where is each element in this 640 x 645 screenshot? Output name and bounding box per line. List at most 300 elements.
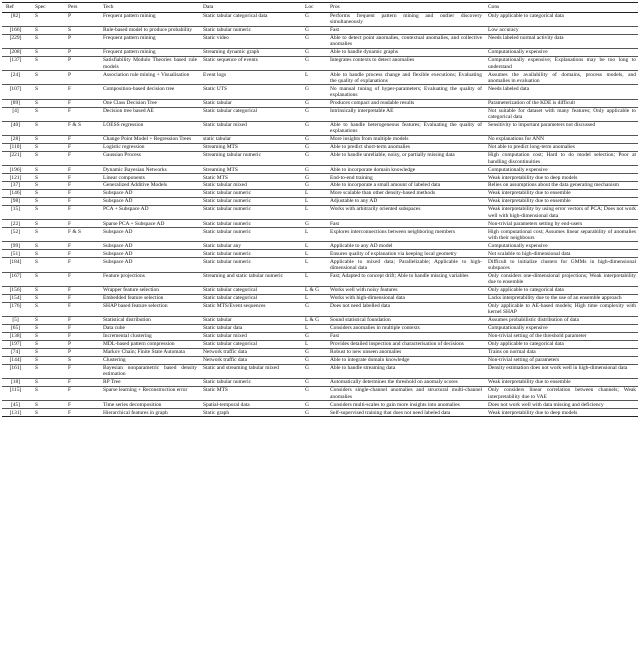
cell-pers: F — [64, 386, 99, 400]
cell-pers: F — [64, 286, 99, 294]
cell-tech: Dynamic Bayesian Networks — [99, 166, 199, 174]
cell-tech: PCA + Subspace AD — [99, 206, 199, 220]
cell-loc: G — [301, 34, 326, 48]
table-row — [2, 71, 638, 85]
cell-cons: Difficult to initialize clusters for GMMs in high-dimensional subspaces — [484, 258, 638, 272]
header-cons: Cons — [484, 3, 638, 13]
cell-cons: Computationally expensive — [484, 242, 638, 250]
cell-ref: [40] — [2, 121, 31, 135]
cell-data: Static tabular — [199, 316, 301, 324]
cell-data: Static tabular categorical — [199, 107, 301, 121]
cell-pros: Works with high-dimensional data — [326, 294, 484, 302]
table-row — [2, 49, 638, 57]
cell-pros: Able to detect point anomalies, contextual anomalies, and collective anomalies — [326, 34, 484, 48]
table-row — [2, 12, 638, 26]
cell-cons: No explanations for ANN — [484, 135, 638, 143]
cell-pers: P — [64, 348, 99, 356]
table-row — [2, 151, 638, 165]
header-ref: Ref — [2, 3, 31, 13]
cell-cons: Density estimation does not work well in high-dimensional data — [484, 364, 638, 378]
cell-cons: Not scalable to high-dimensional data — [484, 250, 638, 258]
cell-pers: F — [64, 272, 99, 286]
table-row — [2, 356, 638, 364]
cell-loc: G — [301, 166, 326, 174]
cell-pros: Considers anomalies in multiple contexts — [326, 324, 484, 332]
cell-cons: Weak interpretability due to ensemble — [484, 379, 638, 387]
cell-spec: S — [31, 49, 64, 57]
cell-data: Streaming and static tabular numeric — [199, 272, 301, 286]
cell-tech: Association rule mining + Visualisation — [99, 71, 199, 85]
header-data: Data — [199, 3, 301, 13]
table-row — [2, 272, 638, 286]
table-row — [2, 99, 638, 107]
cell-pros: Fast — [326, 332, 484, 340]
cell-pers: F — [64, 151, 99, 165]
cell-data: Static tabular categorical — [199, 340, 301, 348]
cell-tech: Sparse PCA + Subspace AD — [99, 220, 199, 228]
cell-data: Static graph — [199, 409, 301, 417]
cell-spec: S — [31, 332, 64, 340]
cell-data: Static tabular numeric — [199, 379, 301, 387]
cell-data: Static video — [199, 34, 301, 48]
cell-pers: F — [64, 135, 99, 143]
cell-pros: Works with arbitrarily oriented subspaces — [326, 206, 484, 220]
cell-pers: P — [64, 12, 99, 26]
cell-pers: F — [64, 220, 99, 228]
table-row — [2, 34, 638, 48]
header-pros: Pros — [326, 3, 484, 13]
table-row — [2, 135, 638, 143]
cell-tech: Frequent pattern mining — [99, 12, 199, 26]
cell-spec: S — [31, 250, 64, 258]
cell-loc: L & G — [301, 286, 326, 294]
cell-tech: Markov Chain; Finite State Automata — [99, 348, 199, 356]
cell-pros: Ensures quality of explanation via keeping local geometry — [326, 250, 484, 258]
xai-anomaly-detection-table — [2, 2, 638, 417]
cell-spec: S — [31, 57, 64, 71]
cell-spec: S — [31, 206, 64, 220]
table-row — [2, 198, 638, 206]
header-tech: Tech — [99, 3, 199, 13]
cell-spec: S — [31, 348, 64, 356]
cell-spec: S — [31, 340, 64, 348]
cell-ref: [115] — [2, 386, 31, 400]
cell-cons: Only considers linear correlation between channels; Weak interpretability due to VAE — [484, 386, 638, 400]
cell-pros: End-to-end training — [326, 174, 484, 182]
cell-loc: G — [301, 174, 326, 182]
cell-cons: Not suitable for dataset with many features; Only applicable to categorical data — [484, 107, 638, 121]
cell-cons: Needs labeled normal activity data — [484, 34, 638, 48]
header-pers: Pers — [64, 3, 99, 13]
cell-pros: Able to incorporate domain knowledge — [326, 166, 484, 174]
cell-ref: [176] — [2, 302, 31, 316]
cell-data: Static tabular numeric — [199, 228, 301, 242]
cell-tech: Subspace AD — [99, 198, 199, 206]
cell-spec: S — [31, 228, 64, 242]
table-row — [2, 85, 638, 99]
cell-pros: Performs frequent pattern mining and outlier discovery simultaneously — [326, 12, 484, 26]
cell-pros: Fast; Adapted to concept drift; Able to handle missing variables — [326, 272, 484, 286]
cell-cons: Weak interpretability due to ensemble — [484, 198, 638, 206]
cell-pros: Self-supervised training that does not need labeled data — [326, 409, 484, 417]
cell-cons: Sensitivity to important parameters not discussed — [484, 121, 638, 135]
cell-data: Static tabular numeric — [199, 190, 301, 198]
cell-loc: G — [301, 409, 326, 417]
cell-spec: S — [31, 182, 64, 190]
cell-spec: S — [31, 324, 64, 332]
table-row — [2, 340, 638, 348]
cell-data: Static tabular data — [199, 324, 301, 332]
cell-ref: [28] — [2, 135, 31, 143]
cell-tech: Feature projections — [99, 272, 199, 286]
table-row — [2, 182, 638, 190]
table-row — [2, 386, 638, 400]
cell-data: Network traffic data — [199, 356, 301, 364]
cell-ref: [74] — [2, 348, 31, 356]
table-row — [2, 107, 638, 121]
cell-ref: [137] — [2, 57, 31, 71]
cell-loc: L — [301, 294, 326, 302]
cell-ref: [18] — [2, 379, 31, 387]
cell-loc: L — [301, 190, 326, 198]
table-body — [2, 12, 638, 416]
table-row — [2, 242, 638, 250]
cell-pers: P — [64, 340, 99, 348]
table-row — [2, 294, 638, 302]
table-row — [2, 57, 638, 71]
cell-pros: Able to integrate domain knowledge — [326, 356, 484, 364]
cell-pros: Produces compact and readable results — [326, 99, 484, 107]
cell-pros: Considers single-channel anomalies and structural multi-channel anomalies — [326, 386, 484, 400]
cell-tech: SHAP based feature selection — [99, 302, 199, 316]
cell-ref: [15] — [2, 206, 31, 220]
cell-tech: Frequent pattern mining — [99, 49, 199, 57]
cell-ref: [110] — [2, 143, 31, 151]
cell-tech: Wrapper feature selection — [99, 286, 199, 294]
table-row — [2, 409, 638, 417]
cell-loc: L & G — [301, 316, 326, 324]
cell-data: Static tabular numeric — [199, 198, 301, 206]
cell-pros: Applicable to any AD model — [326, 242, 484, 250]
cell-tech: Satisfiability Modulo Theories based rule models — [99, 57, 199, 71]
cell-pros: Intrinsically interpretable AE — [326, 107, 484, 121]
cell-tech: Subspace AD — [99, 228, 199, 242]
cell-pros: Fast — [326, 26, 484, 34]
cell-pers: F — [64, 379, 99, 387]
table-row — [2, 166, 638, 174]
cell-data: Streaming dynamic graph — [199, 49, 301, 57]
cell-pros: Does not need labelled data — [326, 302, 484, 316]
cell-loc: L — [301, 340, 326, 348]
cell-tech: Gaussian Process — [99, 151, 199, 165]
cell-pers: F — [64, 332, 99, 340]
cell-pros: Works well with noisy features — [326, 286, 484, 294]
cell-pers: F — [64, 242, 99, 250]
cell-pros: Able to predict short-term anomalies — [326, 143, 484, 151]
cell-tech: Subspace AD — [99, 190, 199, 198]
cell-pros: More insights from multiple models — [326, 135, 484, 143]
cell-pros: Applicable to mixed data; Parallelizable; Applicable to high-dimensional data — [326, 258, 484, 272]
cell-tech: Rule-based model to produce probability — [99, 26, 199, 34]
cell-tech: Incremental clustering — [99, 332, 199, 340]
cell-tech: Composition-based decision tree — [99, 85, 199, 99]
cell-spec: S — [31, 198, 64, 206]
cell-ref: [138] — [2, 332, 31, 340]
cell-pros: Provides detailed inspection and characterisation of decisions — [326, 340, 484, 348]
table-row — [2, 324, 638, 332]
cell-spec: S — [31, 401, 64, 409]
cell-ref: [99] — [2, 242, 31, 250]
table-row — [2, 220, 638, 228]
cell-spec: S — [31, 286, 64, 294]
table-row — [2, 121, 638, 135]
cell-spec: S — [31, 302, 64, 316]
cell-ref: [184] — [2, 258, 31, 272]
cell-cons: Computationally expensive — [484, 166, 638, 174]
cell-ref: [144] — [2, 356, 31, 364]
table-row — [2, 348, 638, 356]
cell-loc: G — [301, 99, 326, 107]
cell-data: Static tabular categorical — [199, 294, 301, 302]
cell-data: Static tabular numeric — [199, 220, 301, 228]
cell-cons: Weak interpretability by using error vectors of PCA; Does not work well with high-dimensional data — [484, 206, 638, 220]
cell-data: Static tabular categorical — [199, 286, 301, 294]
cell-loc: G — [301, 220, 326, 228]
cell-ref: [65] — [2, 324, 31, 332]
cell-loc: G — [301, 386, 326, 400]
cell-data: Static tabular numeric — [199, 258, 301, 272]
cell-loc: L — [301, 228, 326, 242]
cell-loc: G — [301, 135, 326, 143]
header-row — [2, 3, 638, 13]
cell-spec: S — [31, 242, 64, 250]
cell-tech: Subspace AD — [99, 250, 199, 258]
cell-spec: S — [31, 121, 64, 135]
cell-cons: Only applicable to categorical data — [484, 286, 638, 294]
cell-tech: Sparse learning + Reconstruction error — [99, 386, 199, 400]
cell-spec: S — [31, 364, 64, 378]
cell-loc: G — [301, 379, 326, 387]
table-row — [2, 26, 638, 34]
cell-spec: S — [31, 26, 64, 34]
cell-cons: Computationally expensive — [484, 324, 638, 332]
cell-pers: F — [64, 294, 99, 302]
cell-tech: Clustering — [99, 356, 199, 364]
table-row — [2, 316, 638, 324]
cell-tech: Linear components — [99, 174, 199, 182]
cell-pros: Adjustable to any AD — [326, 198, 484, 206]
cell-loc: G — [301, 151, 326, 165]
cell-cons: Computationally expensive; Explanations may be too long to understand — [484, 57, 638, 71]
table-row — [2, 302, 638, 316]
cell-ref: [121] — [2, 174, 31, 182]
cell-cons: Parameterization of the KDE is difficult — [484, 99, 638, 107]
cell-spec: S — [31, 220, 64, 228]
cell-ref: [52] — [2, 228, 31, 242]
cell-spec: S — [31, 272, 64, 286]
cell-ref: [166] — [2, 26, 31, 34]
cell-loc: G — [301, 302, 326, 316]
cell-tech: Logistic regression — [99, 143, 199, 151]
cell-tech: Data cube — [99, 324, 199, 332]
cell-loc: G — [301, 107, 326, 121]
cell-spec: S — [31, 409, 64, 417]
cell-pros: Able to handle process change and flexible executions; Evaluating the quality of explanations — [326, 71, 484, 85]
cell-data: Static MTS — [199, 174, 301, 182]
table-row — [2, 190, 638, 198]
cell-spec: S — [31, 143, 64, 151]
cell-pros: Considers multi-scales to gain more insights into anomalies — [326, 401, 484, 409]
cell-pers: F — [64, 258, 99, 272]
cell-data: Streaming MTS — [199, 143, 301, 151]
cell-spec: S — [31, 107, 64, 121]
cell-pers: F — [64, 198, 99, 206]
cell-ref: [45] — [2, 401, 31, 409]
cell-cons: Relies on assumptions about the data generating mechanism — [484, 182, 638, 190]
table-row — [2, 206, 638, 220]
cell-pers: F — [64, 364, 99, 378]
cell-spec: S — [31, 174, 64, 182]
cell-pers: F — [64, 190, 99, 198]
cell-loc: G — [301, 143, 326, 151]
cell-spec: S — [31, 135, 64, 143]
cell-tech: RP Tree — [99, 379, 199, 387]
cell-loc: L — [301, 324, 326, 332]
cell-pers: F — [64, 206, 99, 220]
table-row — [2, 143, 638, 151]
cell-pers: F — [64, 107, 99, 121]
cell-loc: G — [301, 182, 326, 190]
table-row — [2, 228, 638, 242]
cell-pers: S — [64, 356, 99, 364]
cell-data: Static MTS — [199, 386, 301, 400]
cell-pros: Sound statistical foundation — [326, 316, 484, 324]
cell-cons: Assumes the availability of domains, process models, and anomalies in evaluation — [484, 71, 638, 85]
cell-ref: [82] — [2, 12, 31, 26]
cell-tech: Bayesian nonparametric based density estimation — [99, 364, 199, 378]
cell-pers: F — [64, 143, 99, 151]
cell-cons: Needs labeled data — [484, 85, 638, 99]
table-row — [2, 286, 638, 294]
cell-cons: Lacks interpretability due to the use of an ensemble approach — [484, 294, 638, 302]
cell-data: Static UTS — [199, 85, 301, 99]
cell-cons: Weak interpretability due to ensemble — [484, 190, 638, 198]
cell-spec: S — [31, 386, 64, 400]
cell-data: Static sequence of events — [199, 57, 301, 71]
cell-data: static tabular — [199, 135, 301, 143]
cell-ref: [22] — [2, 220, 31, 228]
cell-ref: [146] — [2, 190, 31, 198]
cell-pers: F — [64, 99, 99, 107]
cell-ref: [4] — [2, 107, 31, 121]
cell-pers: F — [64, 302, 99, 316]
cell-tech: One Class Decision Tree — [99, 99, 199, 107]
cell-loc: G — [301, 364, 326, 378]
cell-pers: F — [64, 85, 99, 99]
cell-spec: S — [31, 316, 64, 324]
cell-loc: L — [301, 71, 326, 85]
header-spec: Spec — [31, 3, 64, 13]
cell-ref: [131] — [2, 409, 31, 417]
cell-cons: Low accuracy — [484, 26, 638, 34]
cell-pers: S — [64, 26, 99, 34]
cell-cons: Only applicable to categorical data — [484, 340, 638, 348]
cell-ref: [51] — [2, 250, 31, 258]
cell-data: Network traffic data — [199, 348, 301, 356]
cell-data: Static tabular mixed — [199, 332, 301, 340]
cell-data: Spatial-temporal data — [199, 401, 301, 409]
cell-tech: Embedded feature selection — [99, 294, 199, 302]
table-row — [2, 401, 638, 409]
cell-spec: S — [31, 71, 64, 85]
cell-ref: [98] — [2, 198, 31, 206]
cell-loc: G — [301, 332, 326, 340]
cell-data: Event logs — [199, 71, 301, 85]
cell-pros: Able to handle heterogeneous features; Evaluating the quality of explanations — [326, 121, 484, 135]
cell-cons: Non-trivial parameters setting by end-users — [484, 220, 638, 228]
cell-loc: L — [301, 250, 326, 258]
cell-loc: G — [301, 348, 326, 356]
cell-pers: F — [64, 316, 99, 324]
cell-loc: G — [301, 401, 326, 409]
cell-cons: Not able to predict long-term anomalies — [484, 143, 638, 151]
cell-data: Static MTS/Event sequences — [199, 302, 301, 316]
cell-cons: Non-trivial setting of the threshold parameter — [484, 332, 638, 340]
header-loc: Loc — [301, 3, 326, 13]
table-row — [2, 258, 638, 272]
cell-data: Static tabular mixed — [199, 121, 301, 135]
cell-tech: Time series decomposition — [99, 401, 199, 409]
cell-loc: L — [301, 198, 326, 206]
cell-pros: Explores interconnections between neighboring members — [326, 228, 484, 242]
cell-data: Static tabular categorical data — [199, 12, 301, 26]
cell-spec: S — [31, 12, 64, 26]
cell-data: Static tabular mixed — [199, 182, 301, 190]
cell-pers: P — [64, 71, 99, 85]
cell-pers: F — [64, 166, 99, 174]
cell-spec: S — [31, 294, 64, 302]
cell-spec: S — [31, 356, 64, 364]
cell-data: Static tabular numeric — [199, 250, 301, 258]
cell-pros: Automatically determines the threshold on anomaly scores — [326, 379, 484, 387]
cell-data: Streaming tabular numeric — [199, 151, 301, 165]
cell-tech: Change Point Model + Regression Trees — [99, 135, 199, 143]
cell-spec: S — [31, 151, 64, 165]
cell-tech: LOESS regression — [99, 121, 199, 135]
cell-ref: [89] — [2, 99, 31, 107]
cell-pers: F — [64, 401, 99, 409]
survey-table-container — [2, 2, 638, 417]
cell-cons: Weak interpretability due to deep models — [484, 174, 638, 182]
cell-pros: Able to handle streaming data — [326, 364, 484, 378]
cell-pros: No manual tuning of hyper-parameters; Evaluating the quality of explanations — [326, 85, 484, 99]
cell-ref: [197] — [2, 340, 31, 348]
cell-pers: P — [64, 49, 99, 57]
cell-tech: Hierarchical features in graph — [99, 409, 199, 417]
cell-pers: F & S — [64, 228, 99, 242]
cell-pers: F — [64, 174, 99, 182]
table-row — [2, 250, 638, 258]
cell-cons: High computational cost; Assumes linear separability of anomalies with their neighbours — [484, 228, 638, 242]
cell-cons: Assumes probabilistic distribution of data — [484, 316, 638, 324]
cell-ref: [107] — [2, 85, 31, 99]
cell-loc: G — [301, 12, 326, 26]
cell-cons: Computationally expensive — [484, 49, 638, 57]
cell-cons: Does not work well with data missing and deficiency — [484, 401, 638, 409]
cell-data: Static tabular — [199, 99, 301, 107]
cell-pers: F — [64, 324, 99, 332]
cell-cons: Weak interpretability due to deep models — [484, 409, 638, 417]
